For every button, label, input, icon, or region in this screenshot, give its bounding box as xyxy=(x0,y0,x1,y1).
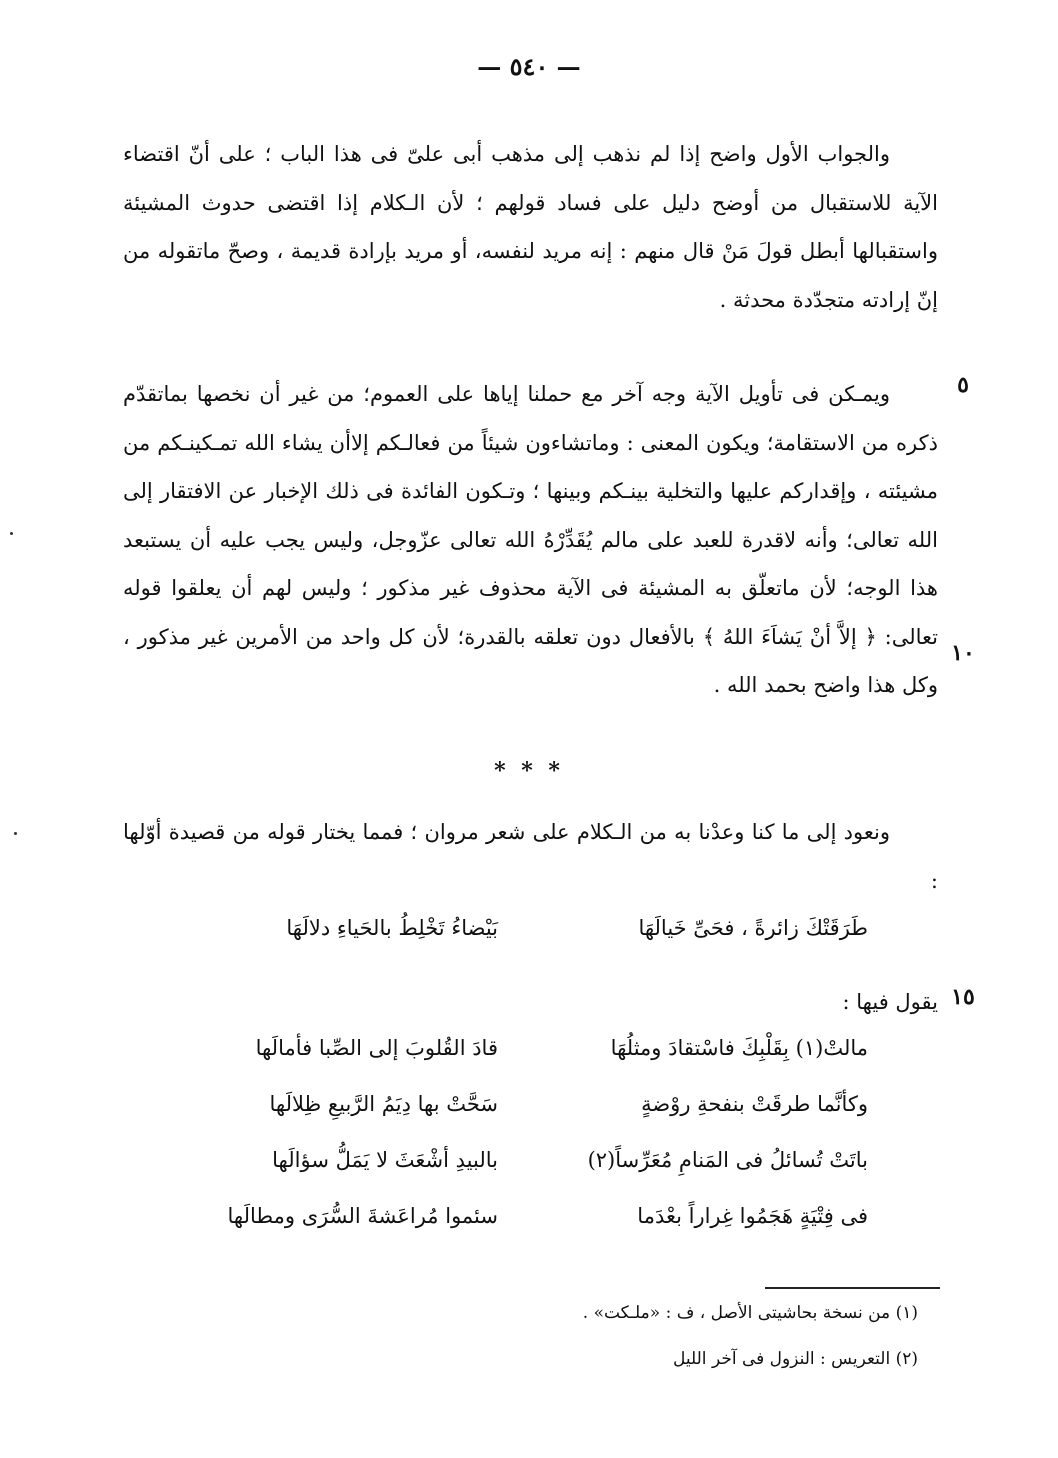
hemistich-second: بَيْضاءُ تَخْلِطُ بالحَياءِ دلالَهَا xyxy=(286,916,498,940)
verse-row xyxy=(168,1148,868,1196)
paragraph-interpretation xyxy=(123,370,938,710)
scan-speck xyxy=(10,532,13,535)
verse-row xyxy=(168,1036,868,1084)
says-in-it: يقول فيها : xyxy=(842,990,938,1014)
paragraph-1: والجواب الأول واضح إذا لم نذهب إلى مذهب أبى علىّ فى هذا الباب ؛ على أنّ اقتضاء الآية للاستقبال من أوضح دليل على فساد قولهم ؛ لأن الـكلام إذا اقتضى حدوث المشيئة واستقبالها أبطل قولَ مَنْ قال منهم : إنه مريد لنفسه، أو مريد بإرادة قديمة ، وصحّ ماتقوله من إنّ إرادته متجدّدة محدثة . xyxy=(123,142,938,312)
hemistich-second: بالبيدِ أشْعَثَ لا يَمَلُّ سؤالَها xyxy=(272,1148,498,1172)
hemistich-first: طَرَقَتْكَ زائرةً ، فحَىِّ خَيالَهَا xyxy=(638,916,868,940)
hemistich-first: مالتْ(١) بِقَلْبِكَ فاسْتقادَ ومثلُهَا xyxy=(610,1036,868,1060)
hemistich-second: سئموا مُراعَشةَ السُّرَى ومطالَها xyxy=(227,1204,498,1228)
paragraph-3: ونعود إلى ما كنا وعدْنا به من الـكلام على شعر مروان ؛ فمما يختار قوله من قصيدة أوّلها : xyxy=(123,820,938,893)
hemistich-second: قادَ القُلوبَ إلى الصِّبا فأمالَها xyxy=(255,1036,498,1060)
scan-speck xyxy=(14,832,17,835)
verse-row xyxy=(168,1092,868,1140)
line-number-15: ١٥ xyxy=(951,984,975,1010)
section-separator: * * * xyxy=(494,758,564,784)
says-in-it-label xyxy=(123,978,938,1027)
hemistich-first: فى فِتْيَةٍ هَجَمُوا غِراراً بعْدَما xyxy=(637,1204,868,1228)
hemistich-first: وكأنَّما طرقَتْ بنفحةِ روْضةٍ xyxy=(641,1092,868,1116)
footnote-1: (١) من نسخة بحاشيتى الأصل ، ف : «ملـكت» . xyxy=(582,1303,918,1323)
verse-row xyxy=(168,1204,868,1252)
line-number-5: ٥ xyxy=(957,372,969,398)
hemistich-first: باتَتْ تُسائلُ فى المَنامِ مُعَرِّساً(٢) xyxy=(587,1148,868,1172)
paragraph-2: ويمـكن فى تأويل الآية وجه آخر مع حملنا إياها على العموم؛ من غير أن نخصها بماتقدّم ذكره من الاستقامة؛ ويكون المعنى : وماتشاءون شيئاً من فعالـكم إلاأن يشاء الله تمـكينـكم من مشيئته ، وإقداركم عليها والتخلية بينـكم وبينها ؛ وتـكون الفائدة فى ذلك الإخبار عن الافتقار إلى الله تعالى؛ وأنه لاقدرة للعبد على مالم يُقَدِّرْهُ الله تعالى عزّوجل، وليس يجب عليه أن يستبعد هذا الوجه؛ لأن ماتعلّق به المشيئة فى الآية محذوف غير مذكور ؛ وليس لهم أن يعلقوا قوله تعالى: ﴿ إلاَّ أنْ يَشاَءَ اللهُ ﴾ بالأفعال دون تعلقه بالقدرة؛ لأن كل واحد من الأمرين غير مذكور ، وكل هذا واضح بحمد الله . xyxy=(123,382,938,697)
page-number: — ٥٤٠ — xyxy=(477,52,581,81)
footnote-2: (٢) التعريس : النزول فى آخر الليل xyxy=(673,1349,918,1369)
footnote-divider xyxy=(765,1287,940,1289)
line-number-10: ١٠ xyxy=(951,640,975,666)
paragraph-answer xyxy=(123,130,938,324)
paragraph-poetry-intro xyxy=(123,808,938,905)
hemistich-second: سَحَّتْ بها دِيَمُ الرَّبيعِ ظِلالَها xyxy=(269,1092,498,1116)
verse-opening xyxy=(168,916,868,964)
